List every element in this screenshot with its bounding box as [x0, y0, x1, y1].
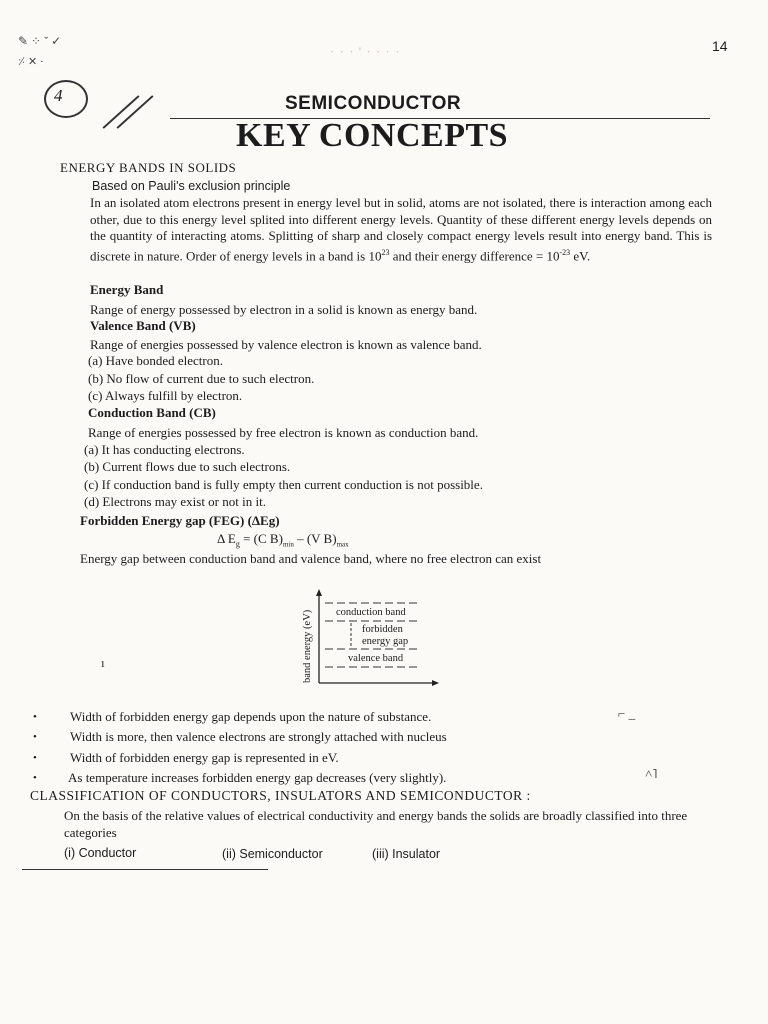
- paragraph-text-mid: and their energy difference = 10: [389, 247, 560, 263]
- section-end-rule: [22, 869, 268, 870]
- valence-point: (b) No flow of current due to such electron.: [88, 371, 315, 386]
- valence-band-title: Valence Band (VB): [90, 318, 196, 333]
- subject-heading: SEMICONDUCTOR: [285, 93, 462, 114]
- circled-margin-note: [44, 80, 88, 118]
- energy-band-paragraph: [90, 195, 712, 264]
- page-number: 14: [712, 38, 728, 54]
- bullet-dot: •: [33, 752, 37, 764]
- x-axis-arrow: [432, 680, 439, 686]
- conduction-band-label: conduction band: [336, 607, 406, 618]
- classification-text: On the basis of the relative values of electrical conductivity and energy bands the solids are broadly classified into three categories: [64, 808, 688, 840]
- y-axis-label: band energy (eV): [302, 609, 313, 683]
- bullet-item: Width of forbidden energy gap depends upon the nature of substance.: [70, 709, 432, 724]
- bullet-item: Width is more, then valence electrons are strongly attached with nucleus: [70, 729, 447, 744]
- pen-mark: ⌐ _: [618, 706, 636, 721]
- category-insulator: (iii) Insulator: [372, 847, 441, 861]
- valence-point: (c) Always fulfill by electron.: [88, 388, 243, 403]
- forbidden-label-line2: energy gap: [362, 636, 409, 647]
- exponent-23: 23: [381, 247, 390, 257]
- margin-note-text: 4: [54, 86, 63, 105]
- conduction-point: (b) Current flows due to such electrons.: [84, 459, 291, 474]
- pauli-basis: Based on Pauli's exclusion principle: [92, 179, 291, 193]
- bullet-dot: •: [33, 711, 37, 723]
- pen-mark: ˄˥: [645, 766, 658, 781]
- conduction-band-title: Conduction Band (CB): [88, 405, 216, 420]
- bullet-dot: •: [33, 731, 37, 743]
- stray-mark: ı: [101, 655, 105, 670]
- category-semiconductor: (ii) Semiconductor: [222, 847, 323, 861]
- energy-band-title: Energy Band: [90, 282, 164, 297]
- bullet-dot: •: [33, 772, 37, 784]
- bullet-item: Width of forbidden energy gap is represented in eV.: [70, 750, 339, 765]
- paragraph-text: In an isolated atom electrons present in energy level but in solid, atoms are not isolated, there is interaction among each other, due to this energy level splited into different energy levels. Quantity of these different energy levels depends on the quantity of interacting atoms. Splitting of sharp and closely compact energy levels result into energy band. This is discrete in nature. Order of energy levels in a band is 10: [90, 195, 712, 263]
- faded-bleed-text: · · · ' · · · ·: [330, 44, 401, 59]
- y-axis-arrow: [316, 589, 322, 596]
- valence-band-label: valence band: [348, 653, 404, 664]
- conduction-band-definition: Range of energies possessed by free electron is known as conduction band.: [88, 425, 479, 440]
- conduction-point: (c) If conduction band is fully empty then current conduction is not possible.: [84, 477, 483, 492]
- margin-scribble-2: ⸓ ✕ ·: [18, 56, 44, 68]
- conduction-point: (a) It has conducting electrons.: [84, 442, 245, 457]
- valence-point: (a) Have bonded electron.: [88, 353, 223, 368]
- forbidden-gap-formula: Δ $E_g = (C$ $B)_{min} - (V$ $B)_{max}$: [217, 531, 349, 549]
- exponent-minus-23: -23: [559, 247, 571, 257]
- forbidden-gap-definition: Energy gap between conduction band and valence band, where no free electron can exist: [80, 551, 542, 566]
- section-heading-energy-bands: ENERGY BANDS IN SOLIDS: [60, 160, 237, 175]
- page-title: KEY CONCEPTS: [236, 117, 509, 154]
- paragraph-text-end: eV.: [570, 247, 591, 263]
- classification-heading: CLASSIFICATION OF CONDUCTORS, INSULATORS AND SEMICONDUCTOR :: [30, 788, 531, 803]
- category-conductor: (i) Conductor: [64, 846, 137, 860]
- forbidden-gap-title: Forbidden Energy gap (FEG) (ΔEg): [80, 513, 280, 528]
- margin-scribble: ✎ ⁘ ˇ ✓: [18, 34, 62, 48]
- energy-band-definition: Range of energy possessed by electron in a solid is known as energy band.: [90, 302, 478, 317]
- bullet-item: As temperature increases forbidden energy gap decreases (very slightly).: [68, 770, 447, 785]
- valence-band-definition: Range of energies possessed by valence electron is known as valence band.: [90, 337, 482, 352]
- conduction-point: (d) Electrons may exist or not in it.: [84, 494, 266, 509]
- forbidden-label-line1: forbidden: [362, 624, 403, 635]
